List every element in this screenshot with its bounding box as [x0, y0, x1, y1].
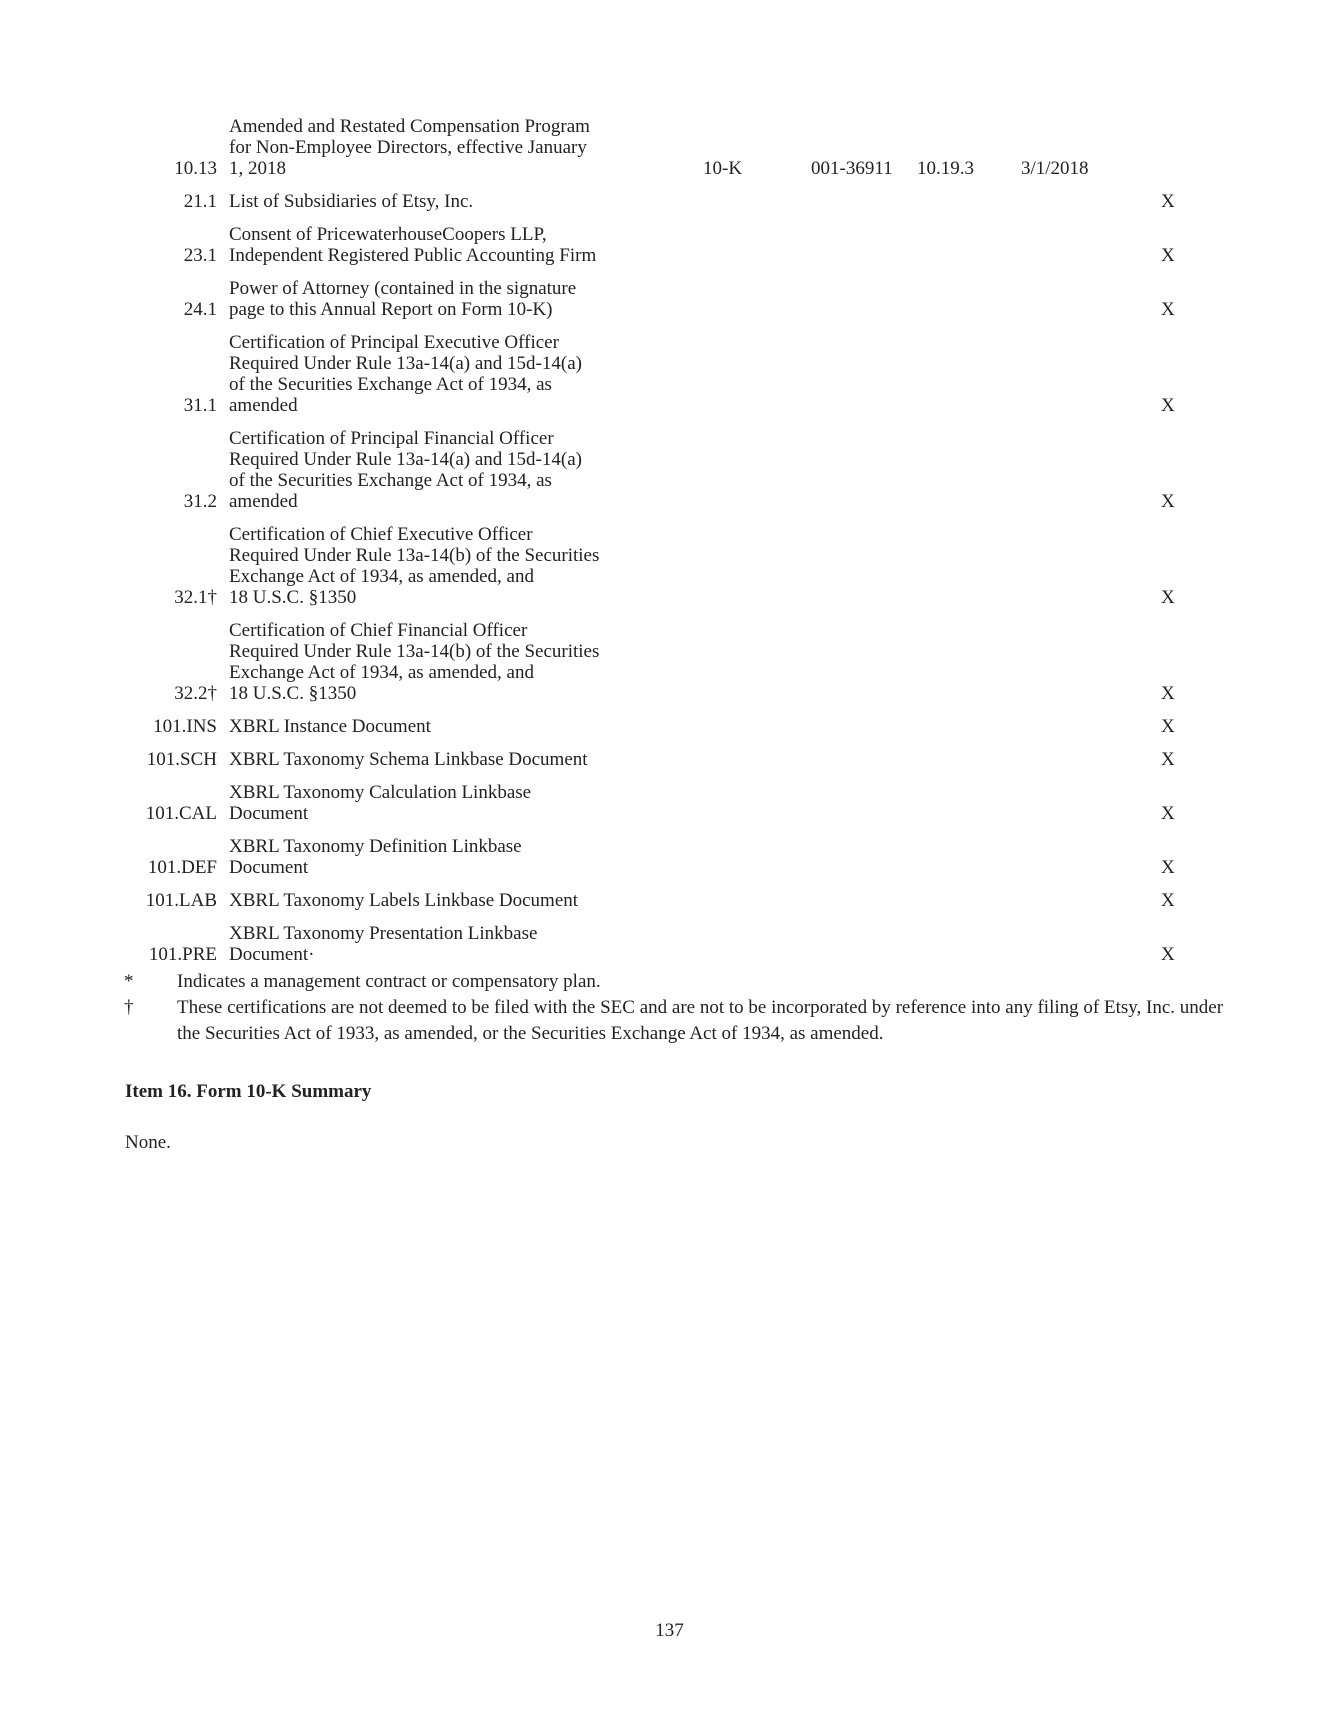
exhibit-form: 10-K [703, 158, 743, 179]
description-line: XBRL Taxonomy Labels Linkbase Document [229, 890, 579, 911]
description-line: 18 U.S.C. §1350 [229, 683, 357, 704]
exhibit-file-number [811, 620, 917, 716]
exhibit-row [118, 749, 1238, 782]
exhibit-form [703, 620, 811, 716]
exhibit-file-number [811, 524, 917, 620]
exhibit-row [118, 191, 1238, 224]
exhibit-form [703, 749, 811, 782]
description-line: page to this Annual Report on Form 10-K) [229, 299, 553, 320]
exhibit-row [118, 716, 1238, 749]
exhibit-form [703, 836, 811, 890]
exhibit-file-number [811, 749, 917, 782]
description-line: Document [229, 803, 309, 824]
exhibit-filed-herewith: X [1161, 890, 1175, 911]
exhibit-description [229, 332, 703, 428]
exhibit-filed-herewith: X [1161, 491, 1175, 512]
description-line: Certification of Principal Financial Officer [229, 428, 554, 449]
exhibit-filing-date [1021, 890, 1161, 923]
exhibit-filed-herewith: X [1161, 944, 1175, 965]
exhibit-file-number [811, 428, 917, 524]
exhibit-number: 101.CAL [145, 803, 217, 824]
exhibit-file-number [811, 278, 917, 332]
description-line: XBRL Taxonomy Calculation Linkbase [229, 782, 532, 803]
description-line: for Non-Employee Directors, effective January [229, 137, 587, 158]
description-line: Independent Registered Public Accounting Firm [229, 245, 597, 266]
exhibit-row [118, 524, 1238, 620]
exhibit-number: 101.SCH [146, 749, 217, 770]
exhibit-description [229, 224, 703, 278]
description-line: Consent of PricewaterhouseCoopers LLP, [229, 224, 547, 245]
exhibit-file-number [811, 836, 917, 890]
description-line: XBRL Taxonomy Definition Linkbase [229, 836, 522, 857]
exhibit-row [118, 332, 1238, 428]
footnote-text: Indicates a management contract or compensatory plan. [177, 971, 601, 992]
exhibit-description [229, 620, 703, 716]
exhibit-filed-herewith [1161, 116, 1238, 191]
exhibit-description [229, 782, 703, 836]
exhibit-number: 31.2 [183, 491, 217, 512]
exhibit-reference [917, 890, 1021, 923]
exhibit-table-body [118, 116, 1238, 977]
exhibit-number: 101.DEF [147, 857, 217, 878]
exhibit-reference [917, 332, 1021, 428]
description-line: Certification of Chief Executive Officer [229, 524, 533, 545]
description-line: Document [229, 857, 309, 878]
exhibit-filed-herewith: X [1161, 299, 1175, 320]
exhibit-filing-date [1021, 191, 1161, 224]
exhibit-reference [917, 620, 1021, 716]
exhibit-file-number [811, 332, 917, 428]
description-line: Exchange Act of 1934, as amended, and [229, 566, 534, 587]
exhibit-description [229, 749, 703, 782]
exhibit-row [118, 116, 1238, 191]
exhibit-description [229, 278, 703, 332]
exhibit-number: 21.1 [183, 191, 217, 212]
exhibit-filed-herewith: X [1161, 245, 1175, 266]
exhibit-number: 32.2† [174, 683, 217, 704]
footnote [124, 969, 1224, 995]
exhibit-number: 32.1† [174, 587, 217, 608]
exhibit-number: 24.1 [183, 299, 217, 320]
exhibit-number: 101.LAB [145, 890, 217, 911]
exhibit-filed-herewith: X [1161, 857, 1175, 878]
exhibit-form [703, 191, 811, 224]
exhibit-row [118, 428, 1238, 524]
exhibit-description [229, 716, 703, 749]
description-line: Required Under Rule 13a-14(a) and 15d-14(a) [229, 353, 582, 374]
exhibit-reference [917, 191, 1021, 224]
exhibit-number: 23.1 [183, 245, 217, 266]
description-line: XBRL Taxonomy Schema Linkbase Document [229, 749, 588, 770]
exhibit-file-number: 001-36911 [811, 158, 893, 179]
exhibit-filed-herewith: X [1161, 749, 1175, 770]
exhibit-file-number [811, 191, 917, 224]
exhibit-filing-date: 3/1/2018 [1021, 158, 1089, 179]
description-line: XBRL Instance Document [229, 716, 431, 737]
exhibit-row [118, 278, 1238, 332]
exhibit-row [118, 620, 1238, 716]
footnote [124, 995, 1224, 1047]
exhibit-filed-herewith: X [1161, 395, 1175, 416]
page-number: 137 [655, 1620, 684, 1641]
exhibit-number: 10.13 [174, 158, 217, 179]
footnote-text: These certifications are not deemed to be filed with the SEC and are not to be incorporated by reference into any filing of Etsy, Inc. under the Securities Act of 1933, as amended, or the Securities Exchange Act of 1934, as amended. [177, 997, 1224, 1044]
exhibit-filing-date [1021, 782, 1161, 836]
description-line: Required Under Rule 13a-14(b) of the Securities [229, 545, 600, 566]
exhibit-filing-date [1021, 224, 1161, 278]
exhibit-number: 31.1 [183, 395, 217, 416]
description-line: List of Subsidiaries of Etsy, Inc. [229, 191, 474, 212]
exhibit-description [229, 524, 703, 620]
exhibit-filing-date [1021, 332, 1161, 428]
exhibit-reference [917, 749, 1021, 782]
exhibit-form [703, 332, 811, 428]
exhibit-row [118, 782, 1238, 836]
exhibit-number: 101.PRE [148, 944, 217, 965]
exhibit-form [703, 428, 811, 524]
exhibit-form [703, 782, 811, 836]
exhibit-row [118, 224, 1238, 278]
footnote-mark: * [124, 971, 134, 992]
exhibit-row [118, 836, 1238, 890]
exhibit-row [118, 890, 1238, 923]
exhibit-description [229, 836, 703, 890]
description-line: Document· [229, 944, 315, 965]
item-heading: Item 16. Form 10-K Summary [125, 1081, 372, 1102]
exhibit-filed-herewith: X [1161, 587, 1175, 608]
exhibit-reference [917, 716, 1021, 749]
exhibit-filing-date [1021, 620, 1161, 716]
exhibit-filing-date [1021, 716, 1161, 749]
footnote-mark: † [124, 997, 134, 1018]
description-line: Certification of Principal Executive Officer [229, 332, 559, 353]
exhibit-filing-date [1021, 836, 1161, 890]
description-line: amended [229, 491, 298, 512]
description-line: Required Under Rule 13a-14(a) and 15d-14(a) [229, 449, 582, 470]
exhibit-index-table [118, 116, 1238, 977]
exhibit-description [229, 428, 703, 524]
exhibit-description [229, 191, 703, 224]
exhibit-filed-herewith: X [1161, 683, 1175, 704]
description-line: Amended and Restated Compensation Program [229, 116, 590, 137]
exhibit-filed-herewith: X [1161, 716, 1175, 737]
description-line: 18 U.S.C. §1350 [229, 587, 357, 608]
exhibit-filing-date [1021, 428, 1161, 524]
exhibit-form [703, 524, 811, 620]
exhibit-form [703, 716, 811, 749]
exhibit-reference [917, 836, 1021, 890]
footnotes [124, 969, 1224, 1047]
exhibit-file-number [811, 782, 917, 836]
exhibit-number: 101.INS [153, 716, 217, 737]
exhibit-reference [917, 782, 1021, 836]
description-line: XBRL Taxonomy Presentation Linkbase [229, 923, 538, 944]
description-line: Required Under Rule 13a-14(b) of the Securities [229, 641, 600, 662]
description-line: 1, 2018 [229, 158, 286, 179]
exhibit-form [703, 224, 811, 278]
exhibit-filed-herewith: X [1161, 191, 1175, 212]
description-line: Certification of Chief Financial Officer [229, 620, 528, 641]
exhibit-filing-date [1021, 278, 1161, 332]
exhibit-file-number [811, 224, 917, 278]
item-body-text: None. [125, 1132, 171, 1153]
exhibit-filing-date [1021, 524, 1161, 620]
description-line: Power of Attorney (contained in the signature [229, 278, 577, 299]
exhibit-reference [917, 278, 1021, 332]
exhibit-filed-herewith: X [1161, 803, 1175, 824]
exhibit-reference: 10.19.3 [917, 158, 974, 179]
description-line: of the Securities Exchange Act of 1934, as [229, 374, 552, 395]
exhibit-reference [917, 428, 1021, 524]
exhibit-reference [917, 224, 1021, 278]
exhibit-description [229, 116, 703, 191]
exhibit-filing-date [1021, 749, 1161, 782]
exhibit-reference [917, 524, 1021, 620]
exhibit-form [703, 278, 811, 332]
exhibit-file-number [811, 716, 917, 749]
exhibit-file-number [811, 890, 917, 923]
description-line: Exchange Act of 1934, as amended, and [229, 662, 534, 683]
description-line: amended [229, 395, 298, 416]
exhibit-description [229, 890, 703, 923]
exhibit-form [703, 890, 811, 923]
description-line: of the Securities Exchange Act of 1934, as [229, 470, 552, 491]
